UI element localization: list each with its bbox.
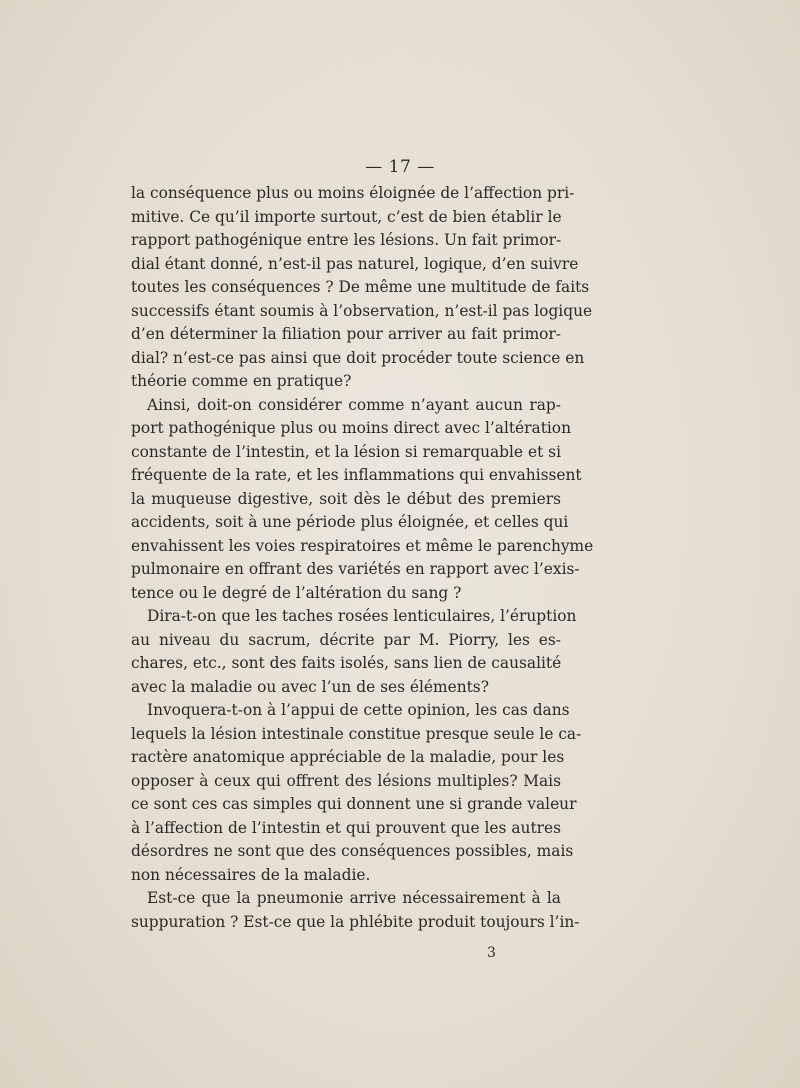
text-line: théorie comme en pratique?	[131, 372, 352, 390]
text-line: chares, etc., sont des faits isolés, sans lien de causalité	[131, 654, 562, 672]
text-line: pulmonaire en offrant des variétés en rapport avec l’exis-	[131, 560, 580, 578]
text-line: avec la maladie ou avec l’un de ses éléments?	[131, 677, 489, 696]
text-line: la muqueuse digestive, soit dès le début des premiers	[131, 489, 561, 508]
text-line: non nécessaires de la maladie.	[131, 865, 371, 884]
text-line: port pathogénique plus ou moins direct avec l’altération	[131, 419, 571, 437]
signature-mark: 3	[487, 945, 496, 961]
text-line: Est-ce que la pneumonie arrive nécessairement à la	[147, 889, 561, 907]
text-line: lequels la lésion intestinale constitue presque seule le ca-	[131, 724, 582, 743]
text-line: envahissent les voies respiratoires et même le parenchyme	[131, 536, 594, 555]
text-line: suppuration ? Est-ce que la phlébite produit toujours l’in-	[131, 912, 580, 931]
text-line: mitive. Ce qu’il importe surtout, c’est de bien établir le	[131, 207, 562, 226]
text-line: accidents, soit à une période plus éloignée, et celles qui	[131, 513, 569, 531]
text-line: Ainsi, doit-on considérer comme n’ayant aucun rap-	[147, 395, 561, 414]
text-line: à l’affection de l’intestin et qui prouvent que les autres	[131, 818, 561, 837]
text-line: Dira-t-on que les taches rosées lenticulaires, l’éruption	[147, 607, 577, 625]
text-line: constante de l’intestin, et la lésion si remarquable et si	[131, 442, 561, 461]
text-line: dial étant donné, n’est-il pas naturel, logique, d’en suivre	[131, 254, 579, 273]
text-line: ce sont ces cas simples qui donnent une si grande valeur	[131, 795, 577, 813]
page-number: — 17 —	[365, 157, 435, 177]
text-line: dial? n’est-ce pas ainsi que doit procéder toute science en	[131, 348, 585, 367]
body-text	[131, 182, 594, 934]
text-line: tence ou le degré de l’altération du sang ?	[131, 583, 462, 602]
text-line: opposer à ceux qui offrent des lésions multiples? Mais	[131, 771, 561, 790]
text-line: rapport pathogénique entre les lésions. Un fait primor-	[131, 231, 562, 249]
text-line: successifs étant soumis à l’observation, n’est-il pas logique	[131, 301, 593, 320]
text-line: fréquente de la rate, et les inflammations qui envahissent	[131, 466, 582, 484]
text-line: la conséquence plus ou moins éloignée de l’affection pri-	[131, 184, 575, 202]
text-line: Invoquera-t-on à l’appui de cette opinion, les cas dans	[147, 701, 570, 719]
text-line: toutes les conséquences ? De même une multitude de faits	[131, 278, 590, 296]
text-line: d’en déterminer la filiation pour arriver au fait primor-	[131, 325, 561, 343]
text-line: au niveau du sacrum, décrite par M. Piorry, les es-	[131, 630, 561, 649]
text-line: ractère anatomique appréciable de la maladie, pour les	[131, 748, 565, 766]
text-line: désordres ne sont que des conséquences possibles, mais	[131, 842, 574, 860]
